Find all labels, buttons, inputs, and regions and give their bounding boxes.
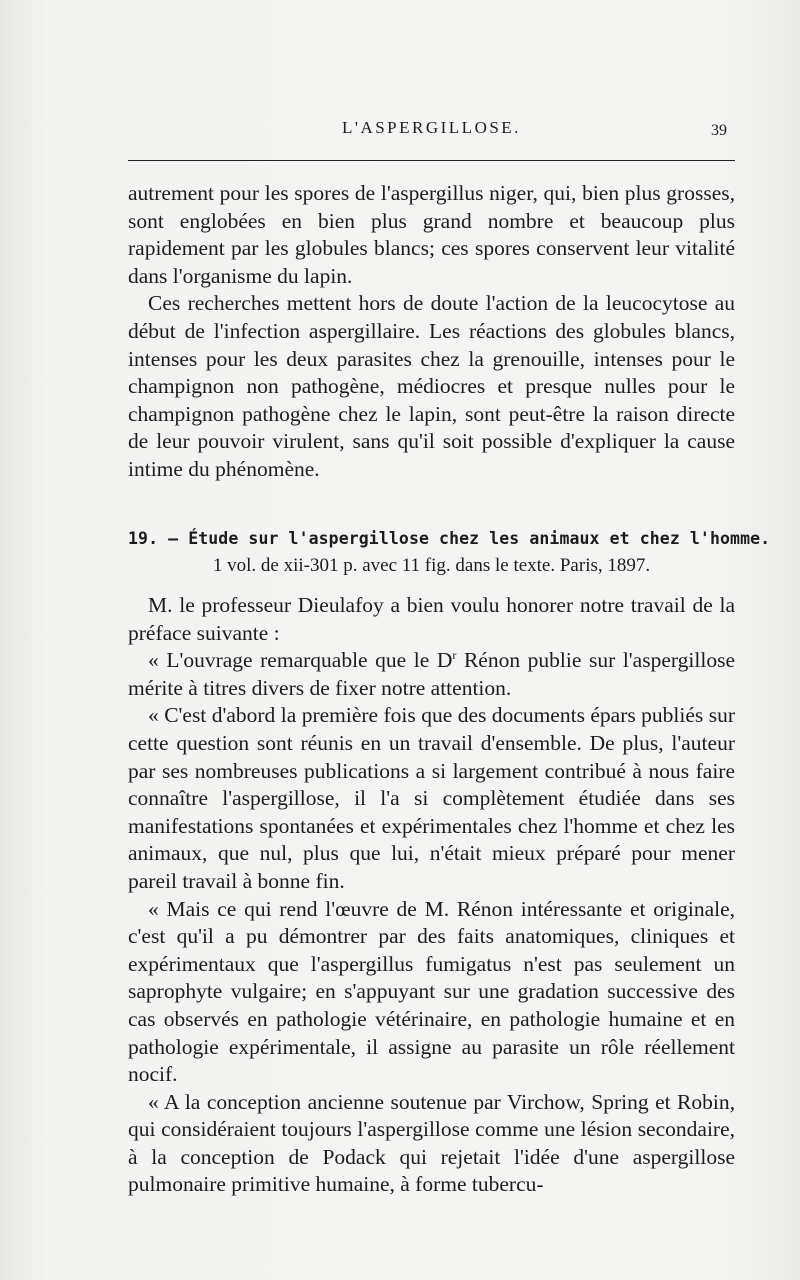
running-head: [0, 118, 800, 148]
paragraph-preface-2: « C'est d'abord la première fois que des documents épars publiés sur cette question sont réunis en un travail d'ensemble. De plus, l'auteur par ses nombreuses publications a si largement contribué à nous faire connaître l'aspergillose, il l'a si complètement étudiée dans ses manifestations spontanées et expérimentales chez l'homme et chez les animaux, que nul, plus que lui, n'était mieux préparé pour mener pareil travail à bonne fin.: [128, 703, 735, 893]
preface-1-end: Rénon publie sur l'aspergillose mérite à titres divers de fixer notre attention.: [128, 648, 735, 700]
text-block-bottom: [128, 592, 735, 1199]
entry-subtitle: 1 vol. de xii-301 p. avec 11 fig. dans le texte. Paris, 1897.: [212, 555, 651, 576]
header-rule: [128, 160, 735, 161]
page-number: 39: [711, 122, 727, 139]
paragraph-continuation: autrement pour les spores de l'aspergillus niger, qui, bien plus grosses, sont englobées en bien plus grand nombre et beaucoup plus rapidement par les globules blancs; ces spores conservent leur vitalité dans l'organisme du lapin.: [128, 181, 735, 288]
preface-1-start: « L'ouvrage remarquable que le D: [148, 648, 453, 673]
paragraph-leucocytose: Ces recherches mettent hors de doute l'action de la leucocytose au début de l'infection aspergillaire. Les réactions des globules blancs, intenses pour les deux parasites chez la grenouille, intenses pour le champignon non pathogène, médiocres et presque nulles pour le champignon pathogène chez le lapin, sont peut-être la raison directe de leur pouvoir virulent, sans qu'il soit possible d'expliquer la cause intime du phénomène.: [128, 291, 735, 481]
entry-title: 19. — Étude sur l'aspergillose chez les animaux et chez l'homme.: [128, 529, 771, 548]
entry-heading: [128, 528, 771, 578]
running-head-title: L'ASPERGILLOSE.: [342, 118, 521, 137]
doctor-abbrev-sup: r: [452, 648, 457, 663]
paragraph-preface-4: « A la conception ancienne soutenue par Virchow, Spring et Robin, qui considéraient toujours l'aspergillose comme une lésion secondaire, à la conception de Podack qui rejetait l'idée d'une aspergillose pulmonaire primitive humaine, à forme tubercu-: [128, 1089, 735, 1197]
paragraph-preface-intro: M. le professeur Dieulafoy a bien voulu honorer notre travail de la préface suivante :: [128, 593, 735, 645]
paragraph-preface-1: [128, 647, 735, 702]
paragraph-preface-3: « Mais ce qui rend l'œuvre de M. Rénon intéressante et originale, c'est qu'il a pu démontrer par des faits anatomiques, cliniques et expérimentaux que l'aspergillus fumigatus n'est pas seulement un saprophyte vulgaire; en s'appuyant sur une gradation successive des cas observés en pathologie vétérinaire, en pathologie humaine et en pathologie expérimentale, il assigne au parasite un rôle réellement nocif.: [128, 896, 735, 1087]
text-block-top: [128, 180, 735, 484]
